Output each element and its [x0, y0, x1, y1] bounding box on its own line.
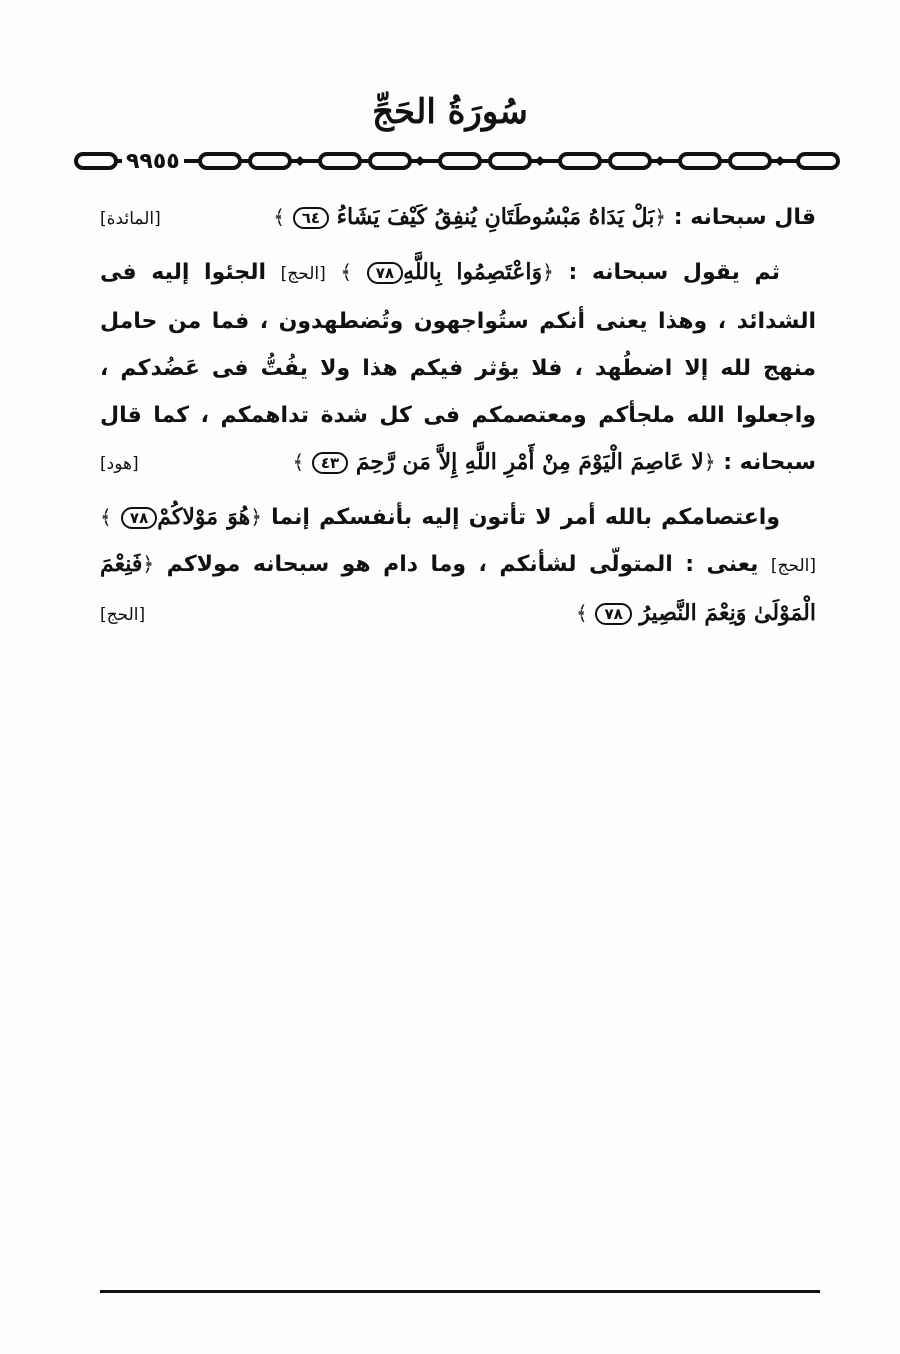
quote-close-bracket: ﴾: [292, 450, 305, 474]
quran-verse: وَاعْتَصِمُوا بِاللَّهِ: [403, 259, 543, 285]
quote-close-bracket: ﴾: [576, 601, 588, 625]
body-text: [100, 194, 816, 639]
paragraph-text: واعتصامكم بالله أمر لا تأتون إليه بأنفسكم إنما: [261, 505, 780, 530]
quote-close-bracket: ﴾: [273, 205, 286, 229]
ayah-number-badge: ٤٣: [312, 452, 348, 474]
page-number: ٩٩٥٥: [122, 149, 184, 174]
ayah-number-badge: ٧٨: [367, 262, 403, 284]
paragraph-2: [100, 249, 816, 486]
quran-verse: هُوَ مَوْلاكُمْ: [157, 504, 251, 530]
quote-close-bracket: ﴾: [100, 505, 112, 529]
surah-title: سُورَةُ الحَجِّ: [372, 92, 528, 132]
chain-ornament-divider: [72, 148, 842, 174]
ayah-number-badge: ٧٨: [595, 603, 631, 625]
quote-open-bracket: ﴿: [703, 450, 716, 474]
paragraph-1: [100, 194, 816, 241]
paragraph-text: قال سبحانه :: [666, 205, 816, 230]
surah-reference-inline: [الحج]: [770, 556, 816, 576]
quote-open-bracket: ﴿: [654, 205, 667, 229]
paragraph-text: ثم يقول سبحانه :: [553, 260, 780, 285]
quran-verse: فَنِعْمَ الْمَوْلَىٰ وَنِعْمَ النَّصِيرُ: [100, 551, 816, 626]
surah-reference: [هود]: [100, 454, 139, 474]
ayah-number-badge: ٦٤: [293, 207, 329, 229]
paragraph-3: [100, 494, 816, 637]
ayah-number-badge: ٧٨: [121, 507, 157, 529]
quote-open-bracket: ﴿: [542, 260, 554, 284]
quote-open-bracket: ﴿: [250, 505, 262, 529]
surah-reference: [الحج]: [100, 605, 146, 625]
surah-reference: [المائدة]: [100, 209, 161, 229]
quote-open-bracket: ﴿: [142, 552, 155, 576]
surah-reference-inline: [الحج]: [280, 264, 326, 284]
quran-verse: بَلْ يَدَاهُ مَبْسُوطَتَانِ يُنفِقُ كَيْفَ يَشَاءُ: [336, 204, 655, 230]
paragraph-text: الجئوا إليه فى الشدائد ، وهذا يعنى أنكم ستُواجهون وتُضطهدون ، فما من حامل منهج لله إلا اضطُهد ، فلا يؤثر فيكم هذا ولا يفُتُّ فى عَضُدكم ، واجعلوا الله ملجأكم ومعتصمكم فى كل شدة تداهمكم ، كما قال سبحانه :: [100, 260, 816, 475]
footer-rule: [100, 1290, 820, 1293]
quote-close-bracket: ﴾: [340, 260, 353, 284]
paragraph-text: يعنى : المتولّى لشأنكم ، وما دام هو سبحانه مولاكم: [154, 552, 771, 577]
quran-verse: لا عَاصِمَ الْيَوْمَ مِنْ أَمْرِ اللَّهِ إِلاَّ مَن رَّحِمَ: [355, 449, 704, 475]
